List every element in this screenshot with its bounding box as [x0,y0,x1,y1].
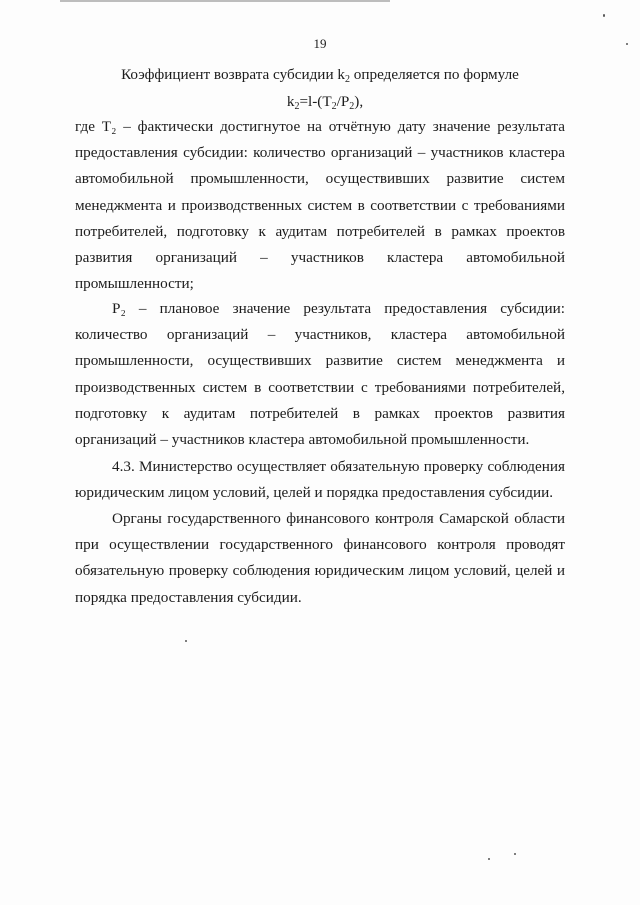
text-line: автомобильной промышленности, осуществивших развитие систем [75,170,565,188]
scan-speck [488,858,490,860]
text-line: при осуществлении государственного финансового контроля проводят [75,536,565,554]
formula-p-sub: 2 [349,101,355,112]
text-line: подготовку к аудитам потребителей в рамках проектов развития [75,404,565,422]
clause-4-3 [75,454,565,506]
text-line: порядка предоставления субсидии. [75,588,302,606]
text-line: где T₂ – фактически достигнутое на отчётную дату значение результата [75,118,565,135]
text-line: менеджмента и производственных систем в соответствии с требованиями [75,196,565,214]
text-line: промышленности, осуществивших развитие систем менеджмента и [75,352,565,370]
text-line: количество организаций – участников, кластера автомобильной [75,326,565,344]
formula-intro-text: Коэффициент возврата субсидии k [121,66,345,83]
text-line: развития организаций – участников кластера автомобильной [75,249,565,267]
scan-speck [514,853,516,855]
text-line: потребителей, подготовку к аудитам потребителей в рамках проектов [75,222,565,240]
formula-intro-tail: определяется по формуле [349,66,519,83]
text-line: промышленности; [75,275,194,293]
text-line: предоставления субсидии: количество организаций – участников кластера [75,144,565,162]
text-line: организаций – участников кластера автомобильной промышленности. [75,431,530,449]
formula-mid: =l-(T [299,93,332,110]
formula-intro-subscript: 2 [344,74,350,85]
formula-k-sub: 2 [294,101,300,112]
scan-edge-line [60,0,390,2]
page-number: 19 [313,36,327,51]
formula-k: k [286,93,295,110]
p2-definition [75,296,565,453]
formula-intro [75,66,565,84]
text-line: обязательную проверку соблюдения юридическим лицом условий, целей и [75,562,565,580]
text-line: P₂ – плановое значение результата предоставления субсидии: [112,300,565,317]
formula-t-sub: 2 [331,101,337,112]
text-line: производственных систем в соответствии с требованиями потребителей, [75,378,565,396]
text-line: 4.3. Министерство осуществляет обязательную проверку соблюдения [112,458,565,475]
formula [250,93,400,111]
scan-speck [603,14,605,17]
formula-end: ), [354,93,364,110]
formula-slash: /P [336,93,350,110]
t2-definition [75,114,565,297]
text-line: юридическим лицом условий, целей и порядка предоставления субсидии. [75,484,554,502]
text-line: Органы государственного финансового контроля Самарской области [112,510,565,527]
control-paragraph [75,506,565,611]
scan-speck [185,640,187,642]
